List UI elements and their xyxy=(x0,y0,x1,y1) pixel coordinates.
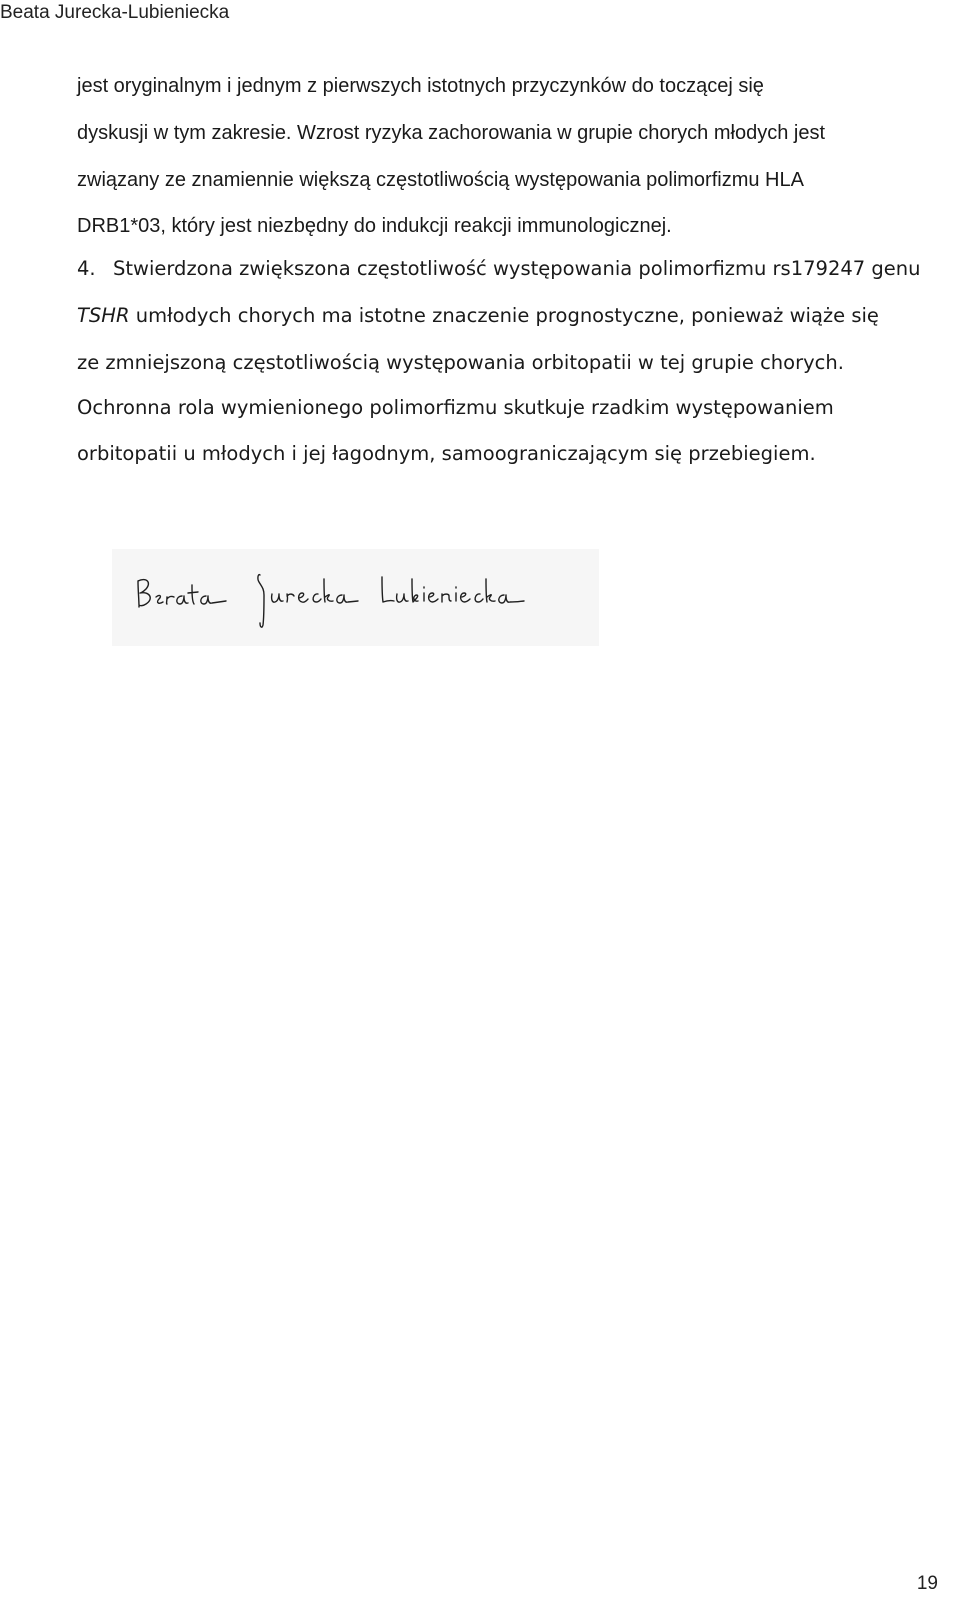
gene-name: TSHR xyxy=(77,304,130,327)
paragraph-line: związany ze znamiennie większą częstotliwością występowania polimorfizmu HLA xyxy=(77,169,804,191)
handwritten-signature xyxy=(112,549,599,646)
paragraph-line: dyskusji w tym zakresie. Wzrost ryzyka zachorowania w grupie chorych młodych jest xyxy=(77,122,826,144)
item-line: ze zmniejszoną częstotliwością występowania orbitopatii w tej grupie chorych. xyxy=(77,351,844,374)
item-number: 4. xyxy=(77,257,96,280)
paragraph-line: jest oryginalnym i jednym z pierwszych istotnych przyczynków do toczącej się xyxy=(77,75,764,97)
paragraph-line: DRB1*03, który jest niezbędny do indukcji reakcji immunologicznej. xyxy=(77,215,672,237)
item-line: Stwierdzona zwiększona częstotliwość występowania polimorfizmu rs179247 genu xyxy=(113,257,921,280)
item-line: orbitopatii u młodych i jej łagodnym, samoograniczającym się przebiegiem. xyxy=(77,442,816,465)
item-line xyxy=(77,302,879,330)
page-number: 19 xyxy=(916,1573,938,1594)
running-header-author: Beata Jurecka-Lubieniecka xyxy=(0,2,230,23)
item-line: Ochronna rola wymienionego polimorfizmu skutkuje rzadkim występowaniem xyxy=(77,396,834,419)
item-line-text: umłodych chorych ma istotne znaczenie prognostyczne, ponieważ wiąże się xyxy=(129,304,879,327)
